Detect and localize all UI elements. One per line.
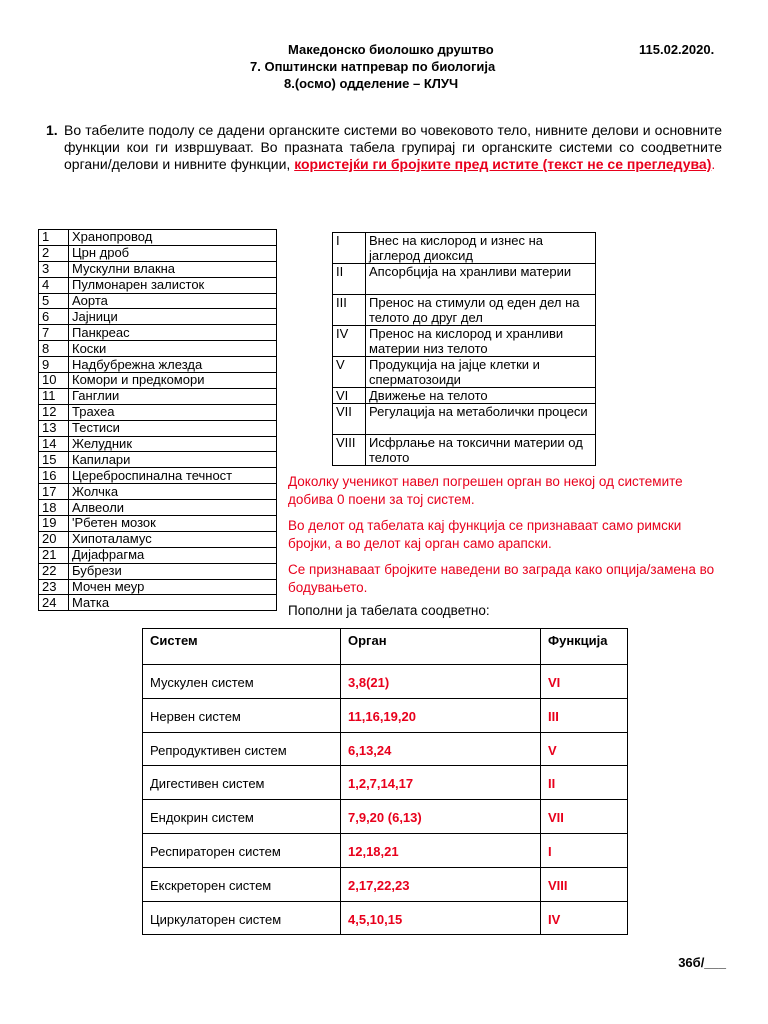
organ-row — [39, 388, 277, 404]
function-numeral: I — [333, 233, 366, 264]
function-text: Внес на кислород и изнес на јаглерод диоксид — [366, 233, 596, 264]
organ-number: 4 — [39, 277, 69, 293]
answer-row — [143, 698, 628, 732]
function-text: Продукција на јајце клетки и сперматозоиди — [366, 357, 596, 388]
organ-name: Желудник — [69, 436, 277, 452]
organ-name: Мочен меур — [69, 579, 277, 595]
organ-number: 21 — [39, 547, 69, 563]
organ-row — [39, 500, 277, 516]
organ-number: 23 — [39, 579, 69, 595]
function-numeral: VII — [333, 404, 366, 435]
function-text: Пренос на стимули од еден дел на телото до друг дел — [366, 295, 596, 326]
organ-name: Матка — [69, 595, 277, 611]
organ-row — [39, 277, 277, 293]
system-name: Респираторен систем — [143, 833, 341, 867]
function-answer: VII — [541, 800, 628, 834]
function-numeral: III — [333, 295, 366, 326]
question-body: Во табелите подолу се дадени органските системи во човековото тело, нивните делови и основните функции кои ги извршуваат. Во празната табела групирај ги органските системи со соодветните органи/делови и нивните функции, — [64, 122, 722, 172]
organ-row — [39, 341, 277, 357]
answer-row — [143, 665, 628, 699]
organ-number: 10 — [39, 373, 69, 389]
function-numeral: VIII — [333, 435, 366, 466]
organ-number: 16 — [39, 468, 69, 484]
organ-name: Пулмонарен залисток — [69, 277, 277, 293]
organ-answer: 6,13,24 — [341, 732, 541, 766]
organ-number: 13 — [39, 420, 69, 436]
function-text: Пренос на кислород и хранливи материи низ телото — [366, 326, 596, 357]
organ-name: Хипоталамус — [69, 531, 277, 547]
function-answer: VIII — [541, 867, 628, 901]
organ-row — [39, 245, 277, 261]
organ-number: 7 — [39, 325, 69, 341]
organ-number: 14 — [39, 436, 69, 452]
function-row — [333, 326, 596, 357]
organ-number: 19 — [39, 516, 69, 532]
system-name: Мускулен систем — [143, 665, 341, 699]
organ-number: 5 — [39, 293, 69, 309]
organ-row — [39, 357, 277, 373]
organ-row — [39, 468, 277, 484]
functions-table — [332, 232, 596, 466]
organ-name: Панкреас — [69, 325, 277, 341]
organ-name: Црн дроб — [69, 245, 277, 261]
organ-name: Аорта — [69, 293, 277, 309]
organ-row — [39, 516, 277, 532]
organ-number: 18 — [39, 500, 69, 516]
organ-row — [39, 230, 277, 246]
function-numeral: II — [333, 264, 366, 295]
organ-row — [39, 531, 277, 547]
organ-row — [39, 563, 277, 579]
function-answer: I — [541, 833, 628, 867]
organ-name: 'Рбетен мозок — [69, 516, 277, 532]
organ-name: Хранопровод — [69, 230, 277, 246]
function-answer: IV — [541, 901, 628, 935]
organ-name: Трахеа — [69, 404, 277, 420]
organ-number: 9 — [39, 357, 69, 373]
function-row — [333, 435, 596, 466]
function-row — [333, 264, 596, 295]
organ-name: Јајници — [69, 309, 277, 325]
organ-number: 15 — [39, 452, 69, 468]
answer-row — [143, 800, 628, 834]
organ-name: Жолчка — [69, 484, 277, 500]
answer-row — [143, 766, 628, 800]
organ-answer: 2,17,22,23 — [341, 867, 541, 901]
function-text: Движење на телото — [366, 388, 596, 404]
organ-name: Капилари — [69, 452, 277, 468]
organ-row — [39, 484, 277, 500]
function-row — [333, 357, 596, 388]
question-end: . — [711, 156, 716, 172]
function-answer: III — [541, 698, 628, 732]
organ-answer: 1,2,7,14,17 — [341, 766, 541, 800]
function-answer: V — [541, 732, 628, 766]
organ-row — [39, 436, 277, 452]
function-numeral: VI — [333, 388, 366, 404]
organ-row — [39, 293, 277, 309]
organ-answer: 7,9,20 (6,13) — [341, 800, 541, 834]
header-organ: Орган — [341, 629, 541, 665]
competition-title: 7. Општински натпревар по биологија — [250, 59, 496, 74]
function-row — [333, 295, 596, 326]
organs-table — [38, 229, 277, 611]
system-name: Нервен систем — [143, 698, 341, 732]
organ-row — [39, 325, 277, 341]
question-1 — [46, 122, 722, 173]
organ-name: Комори и предкомори — [69, 373, 277, 389]
organ-name: Дијафрагма — [69, 547, 277, 563]
organ-number: 20 — [39, 531, 69, 547]
system-name: Циркулаторен систем — [143, 901, 341, 935]
organ-name: Алвеоли — [69, 500, 277, 516]
organ-row — [39, 452, 277, 468]
fill-instruction: Пополни ја табелата соодветно: — [288, 603, 490, 618]
function-row — [333, 388, 596, 404]
function-answer: II — [541, 766, 628, 800]
organ-number: 12 — [39, 404, 69, 420]
score: 36б/___ — [678, 955, 726, 970]
note-2: Во делот од табелата кај функција се признаваат само римски бројки, а во делот кај орган само арапски. — [288, 518, 682, 551]
organ-answer: 12,18,21 — [341, 833, 541, 867]
organ-name: Коски — [69, 341, 277, 357]
organ-name: Надбубрежна жлезда — [69, 357, 277, 373]
answer-row — [143, 833, 628, 867]
organ-name: Бубрези — [69, 563, 277, 579]
organ-number: 11 — [39, 388, 69, 404]
organ-row — [39, 579, 277, 595]
function-row — [333, 404, 596, 435]
note-1: Доколку ученикот навел погрешен орган во некој од системите добива 0 поени за тој систем. — [288, 474, 683, 507]
organ-row — [39, 420, 277, 436]
organ-number: 17 — [39, 484, 69, 500]
function-text: Исфрлање на токсични материи од телото — [366, 435, 596, 466]
organ-row — [39, 595, 277, 611]
date: 115.02.2020. — [639, 42, 715, 57]
organ-number: 8 — [39, 341, 69, 357]
note-3: Се признаваат бројките наведени во заграда како опција/замена во бодувањето. — [288, 562, 715, 595]
header-function: Функција — [541, 629, 628, 665]
function-text: Апсорбција на хранливи материи — [366, 264, 596, 295]
function-row — [333, 233, 596, 264]
system-name: Ендокрин систем — [143, 800, 341, 834]
answer-row — [143, 732, 628, 766]
organ-number: 22 — [39, 563, 69, 579]
function-numeral: IV — [333, 326, 366, 357]
organ-row — [39, 547, 277, 563]
organ-row — [39, 309, 277, 325]
answer-row — [143, 901, 628, 935]
organ-name: Ганглии — [69, 388, 277, 404]
system-name: Екскреторен систем — [143, 867, 341, 901]
answer-row — [143, 867, 628, 901]
organ-row — [39, 404, 277, 420]
organ-answer: 11,16,19,20 — [341, 698, 541, 732]
answer-table — [142, 628, 628, 935]
organ-name: Мускулни влакна — [69, 261, 277, 277]
organ-name: Цереброспинална течност — [69, 468, 277, 484]
organization-name: Македонско биолошко друштво — [288, 42, 494, 57]
organ-number: 6 — [39, 309, 69, 325]
function-answer: VI — [541, 665, 628, 699]
function-numeral: V — [333, 357, 366, 388]
question-text — [64, 122, 722, 173]
organ-number: 1 — [39, 230, 69, 246]
system-name: Репродуктивен систем — [143, 732, 341, 766]
organ-name: Тестиси — [69, 420, 277, 436]
system-name: Дигестивен систем — [143, 766, 341, 800]
header-system: Систем — [143, 629, 341, 665]
organ-answer: 4,5,10,15 — [341, 901, 541, 935]
organ-number: 3 — [39, 261, 69, 277]
grade-key: 8.(осмо) одделение – КЛУЧ — [284, 76, 459, 91]
organ-number: 24 — [39, 595, 69, 611]
question-emphasis: користејќи ги бројките пред истите (текст не се прегледува) — [294, 156, 712, 172]
organ-row — [39, 373, 277, 389]
question-number: 1. — [46, 122, 58, 138]
function-text: Регулација на метаболички процеси — [366, 404, 596, 435]
organ-number: 2 — [39, 245, 69, 261]
organ-answer: 3,8(21) — [341, 665, 541, 699]
organ-row — [39, 261, 277, 277]
